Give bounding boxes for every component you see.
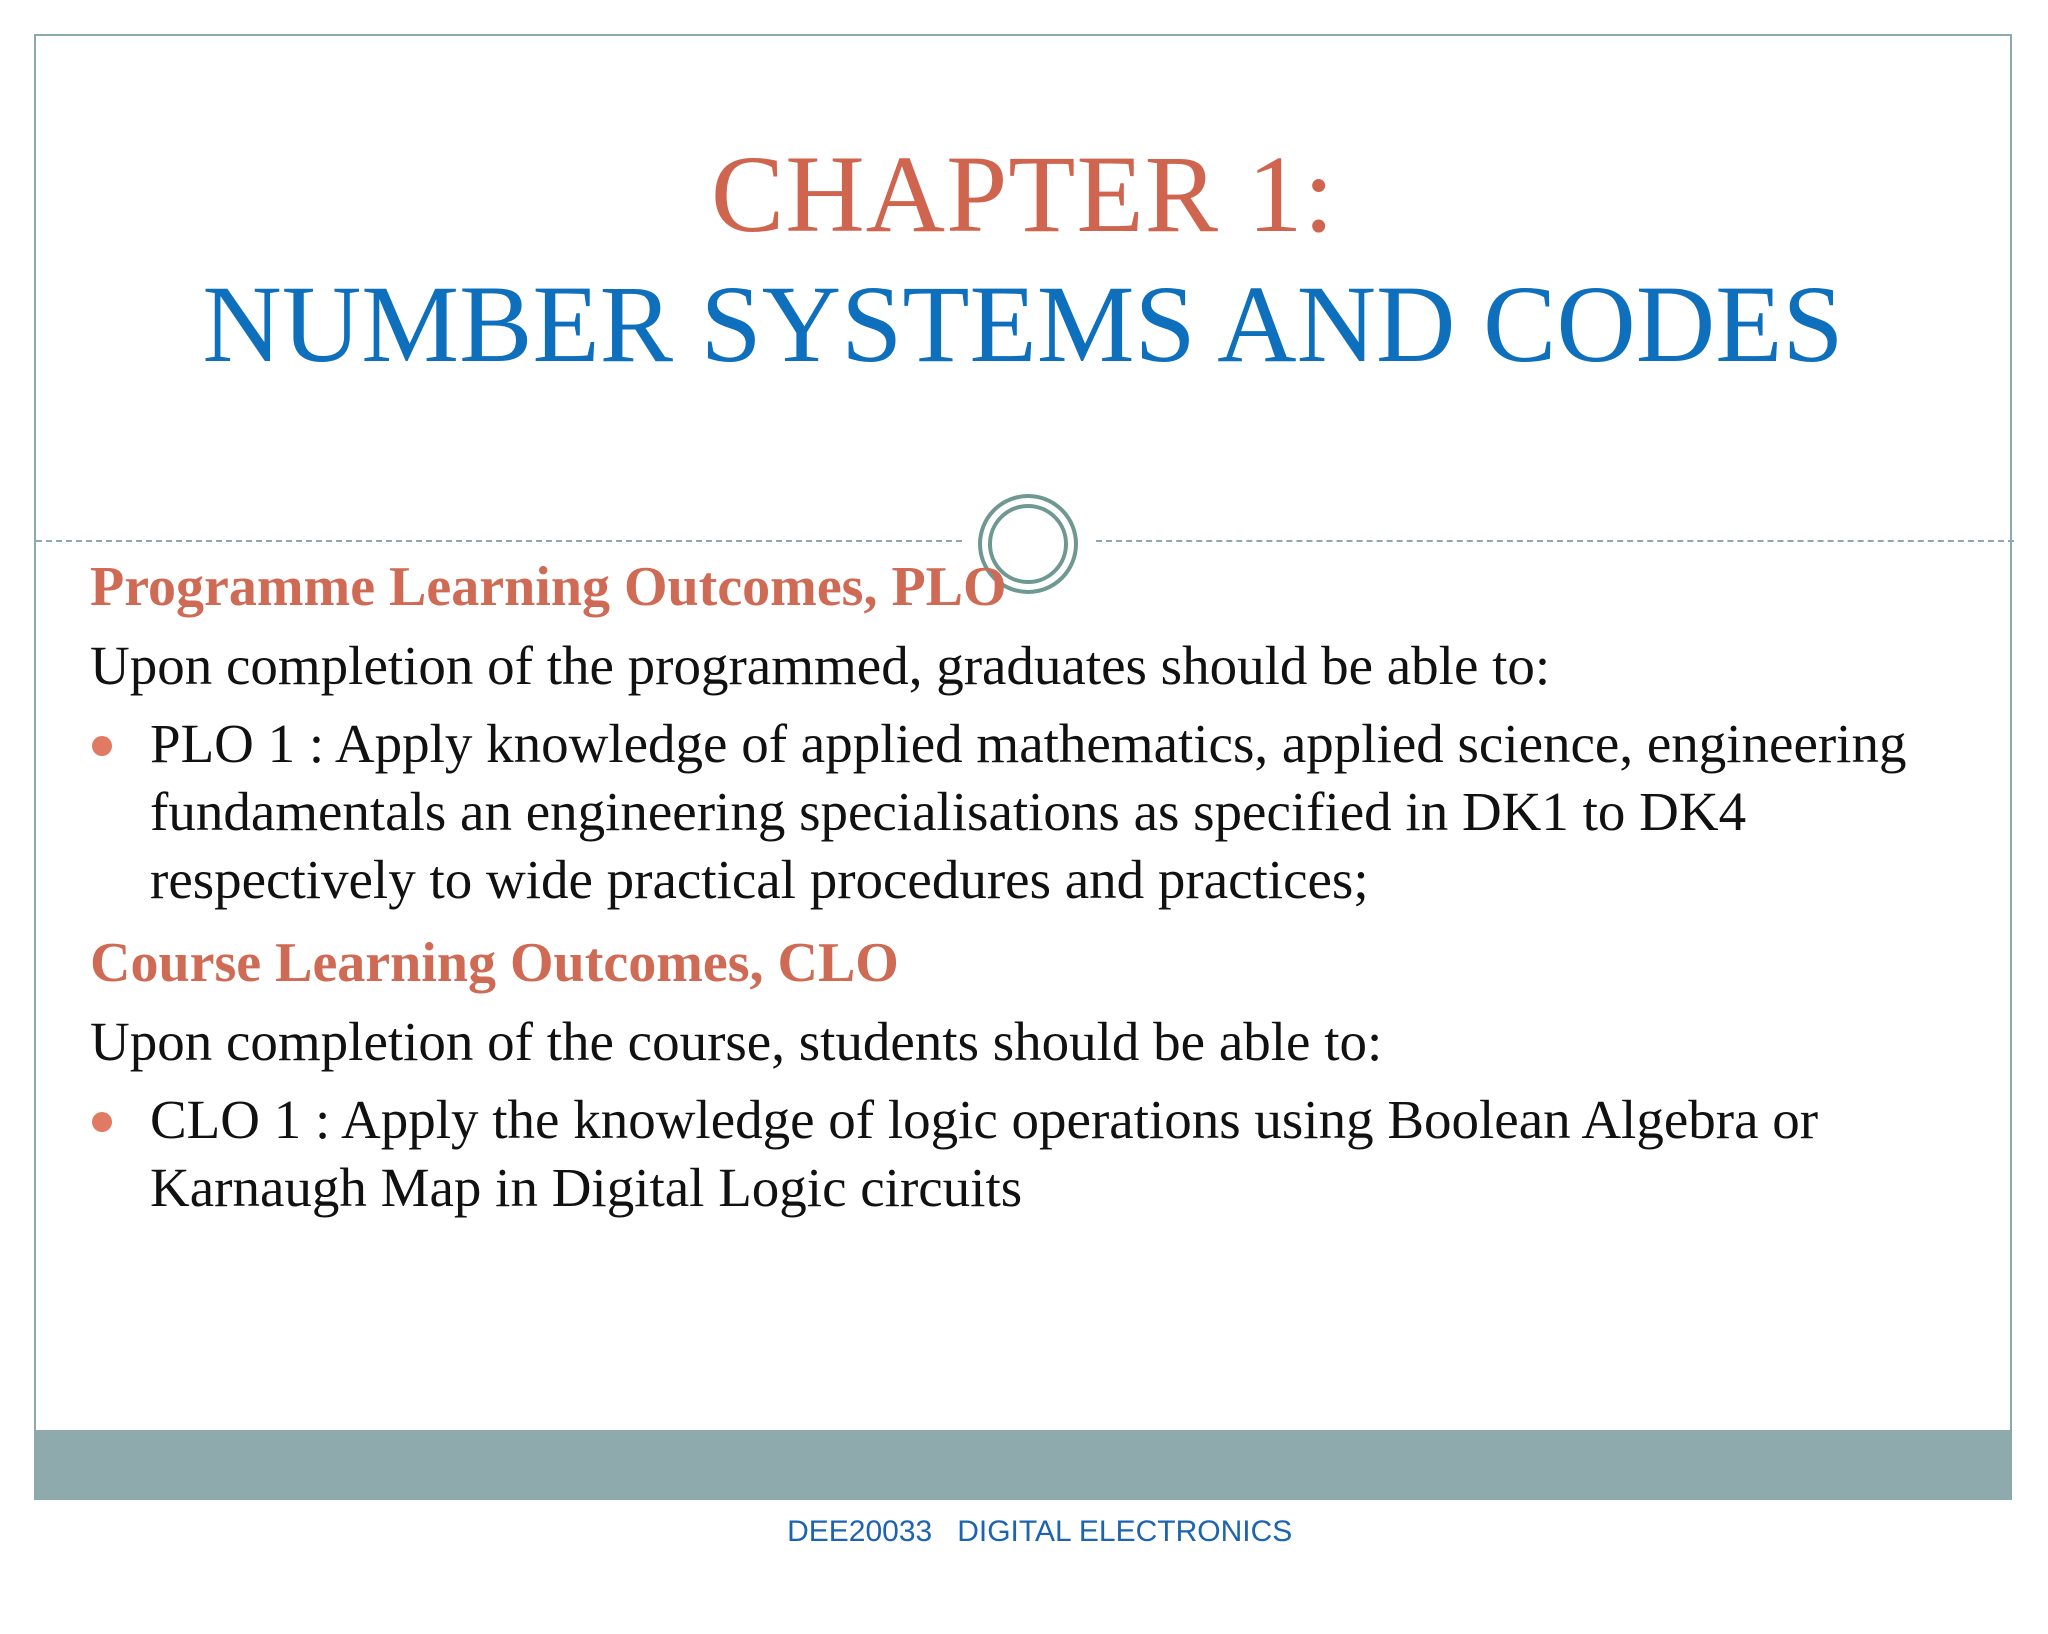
slide-body xyxy=(90,552,1970,1222)
title-chapter: CHAPTER 1: xyxy=(710,133,1336,255)
plo-intro: Upon completion of the programmed, graduates should be able to: xyxy=(90,635,1551,696)
list-item xyxy=(90,1086,1970,1222)
plo-list xyxy=(90,710,1970,914)
plo-heading: Programme Learning Outcomes, PLO xyxy=(90,556,1007,618)
footer-bar xyxy=(36,1430,2010,1548)
bullet-icon xyxy=(92,736,112,756)
divider-right xyxy=(1096,540,2014,542)
clo-intro: Upon completion of the course, students should be able to: xyxy=(90,1011,1383,1072)
clo-item-text: CLO 1 : Apply the knowledge of logic operations using Boolean Algebra or Karnaugh Map in Digital Logic circuits xyxy=(150,1089,1819,1218)
clo-heading: Course Learning Outcomes, CLO xyxy=(90,932,899,994)
divider-left xyxy=(36,540,962,542)
clo-list xyxy=(90,1086,1970,1222)
title-topic: NUMBER SYSTEMS AND CODES xyxy=(202,263,1844,385)
list-item xyxy=(90,710,1970,914)
slide xyxy=(34,34,2012,1548)
plo-item-text: PLO 1 : Apply knowledge of applied mathematics, applied science, engineering fundamentals an engineering specialisations as specified in DK1 to DK4 respectively to wide practical procedures and practices; xyxy=(150,713,1907,910)
bullet-icon xyxy=(92,1112,112,1132)
footer-text: DEE20033 DIGITAL ELECTRONICS xyxy=(787,1515,1293,1548)
